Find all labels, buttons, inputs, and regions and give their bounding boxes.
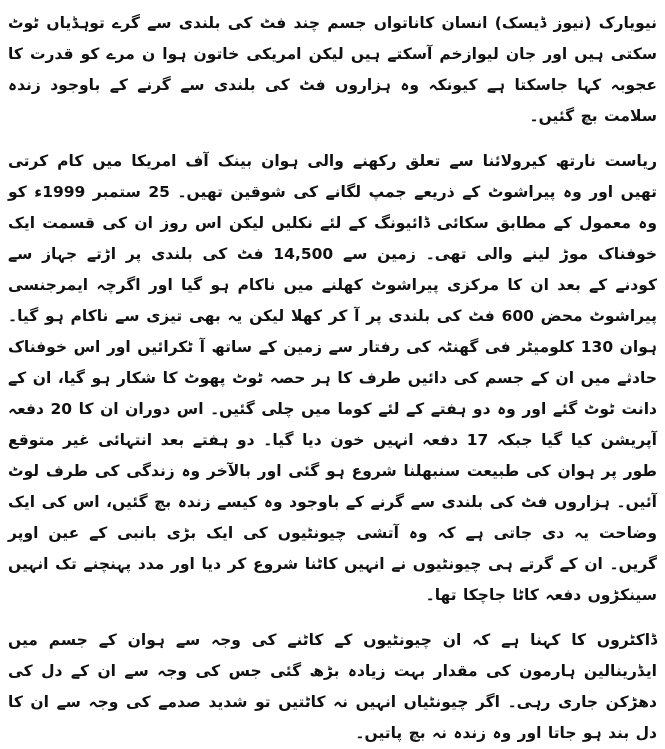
paragraph-intro: نیویارک (نیوز ڈیسک) انسان کاناتواں جسم چند فٹ کی بلندی سے گرے توہڈیاں ٹوٹ سکتی ہیں اور جان لیوازخم آسکتے ہیں لیکن امریکی خاتون ہوا ن مرے کو قدرت کا عجوبہ کہا جاسکتا ہے کیونکہ وہ ہزاروں فٹ کی بلندی سے گرنے کے باوجود زندہ سلامت بچ گئیں۔ <box>8 14 657 125</box>
paragraph-story: ریاست نارتھ کیرولائنا سے تعلق رکھنے والی ہوان بینک آف امریکا میں کام کرتی تھیں اور وہ پیراشوٹ کے ذریعے جمپ لگانے کی شوقین تھیں۔ 25 ستمبر 1999ء کو وہ معمول کے مطابق سکائی ڈائیونگ کے لئے نکلیں لیکن اس روز ان کی قسمت ایک خوفناک موڑ لینے والی تھی۔ زمین سے 14,500 فٹ کی بلندی پر اڑتے جہاز سے کودنے کے بعد ان کا مرکزی پیراشوٹ کھلنے میں ناکام ہو گیا اور اگرچہ ایمرجنسی پیراشوٹ محض 600 فٹ کی بلندی پر آ کر کھلا لیکن یہ بھی تیزی سے ناکام ہو گیا۔ ہوان 130 کلومیٹر فی گھنٹہ کی رفتار سے زمین کے ساتھ آ ٹکرائیں اور اس خوفناک حادثے میں ان کے جسم کی دائیں طرف کا ہر حصہ ٹوٹ پھوٹ کا شکار ہو گیا، ان کے دانت ٹوٹ گئے اور وہ دو ہفتے کے لئے کوما میں چلی گئیں۔ اس دوران ان کا 20 دفعہ آپریشن کیا گیا جبکہ 17 دفعہ انہیں خون دیا گیا۔ دو ہفتے بعد انتہائی غیر متوقع طور پر ہوان کی طبیعت سنبھلنا شروع ہو گئی اور بالآخر وہ زندگی کی طرف لوٹ آئیں۔ ہزاروں فٹ کی بلندی سے گرنے کے باوجود وہ کیسے زندہ بچ گئیں، اس کی ایک وضاحت یہ دی جاتی ہے کہ وہ آتشی چیونٹیوں کی ایک بڑی بانبی کے عین اوپر گریں۔ ان کے گرتے ہی چیونٹیوں نے انہیں کاٹنا شروع کر دیا اور مدد پہنچنے تک انہیں سینکڑوں دفعہ کاٹا جاچکا تھا۔ <box>8 152 657 604</box>
paragraph-doctors: ڈاکٹروں کا کہنا ہے کہ ان چیونٹیوں کے کاٹنے کی وجہ سے ہوان کے جسم میں ایڈرینالین ہارمون کی مقدار بہت زیادہ بڑھ گئی جس کی وجہ سے ان کے دل کی دھڑکن جاری رہی۔ اگر چیونٹیاں انہیں نہ کاٹتیں تو شدید صدمے کی وجہ سے ان کا دل بند ہو جاتا اور وہ زندہ نہ بچ پاتیں۔ <box>8 631 657 742</box>
